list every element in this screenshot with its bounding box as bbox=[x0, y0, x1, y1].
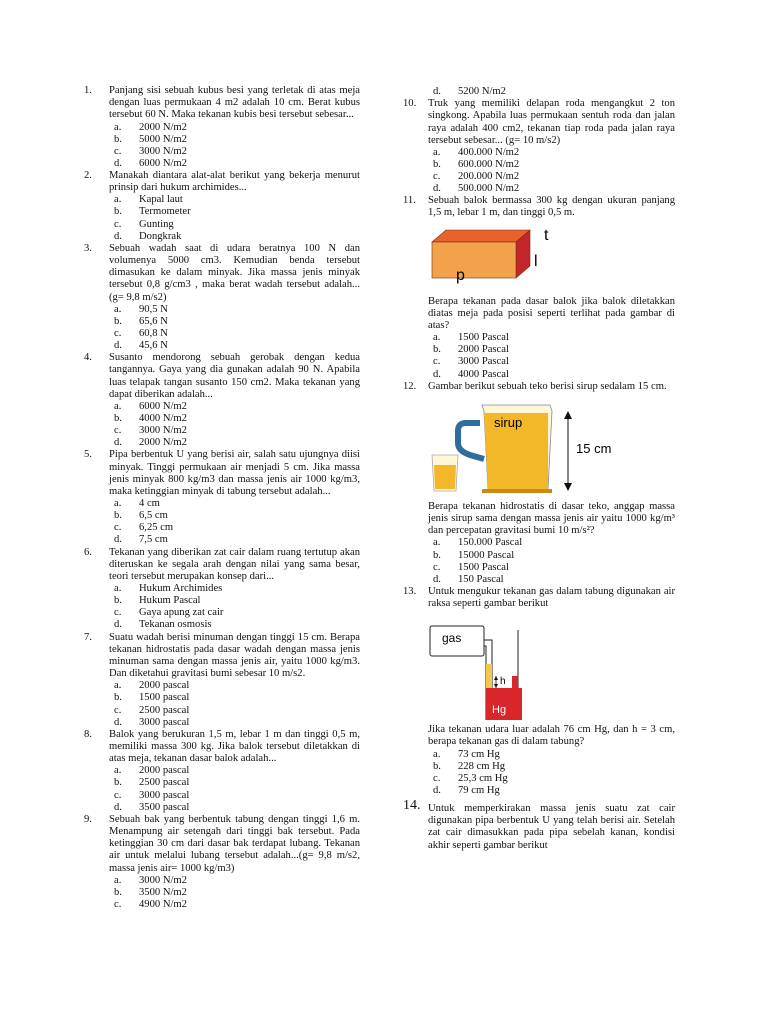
question-text: Tekanan yang diberikan zat cair dalam ruang tertutup akan diteruskan ke segala arah dengan nilai yang sama besar, teori tersebut merupakan konsep dari... bbox=[109, 546, 360, 582]
option bbox=[428, 344, 675, 356]
question bbox=[84, 814, 360, 911]
option-list bbox=[109, 583, 360, 631]
option bbox=[109, 304, 360, 316]
label-t: t bbox=[544, 226, 549, 244]
label-height: 15 cm bbox=[576, 440, 612, 456]
question-text-2: Berapa tekanan hidrostatis di dasar teko, anggap massa jenis sirup sama dengan massa jenis air yaitu 1000 kg/m³ dan percepatan gravitasi bumi 10 m/s²? bbox=[428, 500, 675, 537]
option bbox=[109, 510, 360, 522]
label-h: h bbox=[500, 676, 506, 688]
option bbox=[109, 692, 360, 704]
option-letter: b. bbox=[114, 315, 122, 327]
question-text: Balok yang berukuran 1,5 m, lebar 1 m dan tinggi 0,5 m, memiliki massa 300 kg. Jika balok tersebut diletakkan di atas meja, tekanan dasar balok adalah... bbox=[109, 728, 360, 765]
option-text: 150 Pascal bbox=[458, 573, 504, 585]
option bbox=[109, 413, 360, 425]
option bbox=[428, 773, 675, 785]
option bbox=[109, 316, 360, 328]
option-letter: c. bbox=[114, 425, 122, 437]
option bbox=[109, 899, 360, 911]
left-column bbox=[84, 85, 360, 911]
option bbox=[109, 231, 360, 243]
option-letter: d. bbox=[433, 368, 441, 380]
option-letter: a. bbox=[114, 583, 122, 595]
option-text: 6000 N/m2 bbox=[139, 400, 187, 412]
question-number: 14. bbox=[403, 798, 421, 814]
option-letter: c. bbox=[114, 704, 122, 716]
option-letter: b. bbox=[114, 133, 122, 145]
option-text: Dongkrak bbox=[139, 230, 182, 242]
option-letter: d. bbox=[433, 784, 441, 796]
option-text: 65,6 N bbox=[139, 315, 168, 327]
option bbox=[428, 332, 675, 344]
option-letter: d. bbox=[114, 534, 122, 546]
option bbox=[109, 765, 360, 777]
option-letter: a. bbox=[114, 680, 122, 692]
question bbox=[84, 85, 360, 170]
question-text: Sebuah bak yang berbentuk tabung dengan tinggi 1,6 m. Menampung air setengah dari tinggi bak tersebut. Pada ketinggian 30 cm dari dasar bak terdapat lubang. Tekanan air untuk melalui lubang tersebut adalah...(g= 9,8 m/s2, massa jenis air= 1000 kg/m3) bbox=[109, 813, 360, 874]
option bbox=[428, 356, 675, 368]
block-top-face bbox=[432, 230, 530, 242]
question bbox=[403, 798, 675, 852]
question bbox=[84, 352, 360, 449]
option-text: 1500 Pascal bbox=[458, 561, 509, 573]
question bbox=[84, 170, 360, 243]
option bbox=[109, 158, 360, 170]
option-letter: d. bbox=[114, 716, 122, 728]
option bbox=[109, 498, 360, 510]
option-text: 79 cm Hg bbox=[458, 784, 500, 796]
option-list bbox=[109, 498, 360, 546]
question-number: 2. bbox=[84, 169, 92, 181]
option bbox=[109, 522, 360, 534]
option-letter: a. bbox=[433, 332, 441, 344]
option-text: 45,6 N bbox=[139, 340, 168, 352]
option-letter: c. bbox=[433, 772, 441, 784]
question bbox=[84, 449, 360, 546]
option bbox=[109, 134, 360, 146]
option-text: Termometer bbox=[139, 206, 191, 218]
option-text: 90,5 N bbox=[139, 303, 168, 315]
option-letter: a. bbox=[114, 194, 122, 206]
option bbox=[428, 550, 675, 562]
option-text: 4000 N/m2 bbox=[139, 413, 187, 425]
option-text: 3000 pascal bbox=[139, 716, 190, 728]
option bbox=[109, 219, 360, 231]
option bbox=[109, 680, 360, 692]
option bbox=[428, 183, 675, 195]
question bbox=[84, 729, 360, 814]
option-text: 3000 N/m2 bbox=[139, 425, 187, 437]
option bbox=[109, 717, 360, 729]
option-text: 5000 N/m2 bbox=[139, 133, 187, 145]
option-letter: c. bbox=[114, 898, 122, 910]
option-text: Hukum Archimides bbox=[139, 583, 223, 595]
option-text: 4000 Pascal bbox=[458, 368, 509, 380]
option-letter: a. bbox=[114, 121, 122, 133]
option-text: 3000 N/m2 bbox=[139, 874, 187, 886]
option-letter: c. bbox=[114, 327, 122, 339]
option-list bbox=[109, 875, 360, 911]
option bbox=[109, 802, 360, 814]
option-text: 73 cm Hg bbox=[458, 748, 500, 760]
option-text: 5200 N/m2 bbox=[458, 86, 506, 97]
option-letter: b. bbox=[114, 595, 122, 607]
option-text: 3000 Pascal bbox=[458, 356, 509, 368]
option bbox=[428, 86, 675, 98]
question-text: Panjang sisi sebuah kubus besi yang terletak di atas meja dengan luas permukaan 4 m2 adalah 10 cm. Berat kubus tersebut 60 N. Maka tekanan kubis besi tersebut sebesar... bbox=[109, 85, 360, 121]
option bbox=[109, 340, 360, 352]
option-list bbox=[109, 680, 360, 728]
label-l: l bbox=[534, 252, 538, 270]
option bbox=[109, 777, 360, 789]
option-text: 228 cm Hg bbox=[458, 760, 506, 772]
question-number: 4. bbox=[84, 352, 92, 364]
question-number: 12. bbox=[403, 380, 417, 392]
option-text: 1500 Pascal bbox=[458, 332, 509, 344]
option-text: 600.000 N/m2 bbox=[458, 159, 520, 170]
option-letter: d. bbox=[114, 437, 122, 449]
option-text: 400.000 N/m2 bbox=[458, 146, 520, 158]
option-letter: b. bbox=[114, 510, 122, 522]
question-text: Sebuah balok bermassa 300 kg dengan ukuran panjang 1,5 m, lebar 1 m, dan tinggi 0,5 m. bbox=[428, 195, 675, 219]
option bbox=[109, 534, 360, 546]
option-text: Gaya apung zat cair bbox=[139, 607, 224, 619]
label-gas: gas bbox=[442, 631, 462, 646]
question bbox=[403, 586, 675, 797]
question-text: Sebuah wadah saat di udara beratnya 100 N dan volumenya 5000 cm3. Kemudian benda tersebut dimasukan ke dalam minyak. Jika massa jenis minyak tersebut 0,8 g/cm3 , maka berat wadah tersebut adalah...(g= 9,8 m/s2) bbox=[109, 242, 360, 303]
option-letter: a. bbox=[114, 498, 122, 510]
option-letter: a. bbox=[114, 765, 122, 777]
option-text: 2000 pascal bbox=[139, 765, 190, 777]
option-text: 200.000 N/m2 bbox=[458, 171, 520, 183]
option-letter: c. bbox=[114, 522, 122, 534]
label-hg: Hg bbox=[492, 704, 507, 717]
option bbox=[109, 194, 360, 206]
question-text: Untuk memperkirakan massa jenis suatu zat cair digunakan pipa berbentuk U yang telah berisi air. Setelah zat cair dimasukkan pada pipa sebelah kanan, kondisi akhir seperti gambar berikut bbox=[428, 803, 675, 851]
question-text: Truk yang memiliki delapan roda mengangkut 2 ton singkong. Apabila luas permukaan sentuh roda dan jalan raya adalah 400 cm2, tekanan tiap roda pada jalan raya tersebut sebesar... (g= 10 m/s2) bbox=[428, 98, 675, 146]
option-text: 500.000 N/m2 bbox=[458, 183, 520, 195]
option-text: 1500 pascal bbox=[139, 692, 190, 704]
option bbox=[109, 122, 360, 134]
option-letter: b. bbox=[114, 886, 122, 898]
option-text: 15000 Pascal bbox=[458, 549, 515, 561]
option-list bbox=[109, 194, 360, 242]
option-letter: b. bbox=[433, 159, 441, 170]
option-letter: a. bbox=[433, 748, 441, 760]
option bbox=[428, 562, 675, 574]
option-letter: c. bbox=[433, 561, 441, 573]
option-letter: c. bbox=[114, 607, 122, 619]
label-p: p bbox=[456, 266, 465, 284]
option bbox=[428, 537, 675, 549]
question-number: 9. bbox=[84, 813, 92, 825]
option-text: 2500 pascal bbox=[139, 704, 190, 716]
jug-base bbox=[482, 489, 552, 493]
option-letter: d. bbox=[114, 801, 122, 813]
mercury-right bbox=[512, 676, 518, 720]
option-letter: a. bbox=[114, 874, 122, 886]
option bbox=[428, 749, 675, 761]
block-figure bbox=[428, 228, 675, 290]
option bbox=[428, 159, 675, 171]
option-list bbox=[109, 122, 360, 170]
question-number: 6. bbox=[84, 546, 92, 558]
option bbox=[109, 607, 360, 619]
option-letter: c. bbox=[114, 145, 122, 157]
option bbox=[109, 619, 360, 631]
right-column bbox=[403, 86, 675, 852]
option-letter: d. bbox=[114, 230, 122, 242]
option-text: 25,3 cm Hg bbox=[458, 772, 508, 784]
option bbox=[109, 206, 360, 218]
option-list bbox=[428, 332, 675, 380]
option bbox=[109, 425, 360, 437]
option-list bbox=[428, 147, 675, 195]
option-text: 2000 N/m2 bbox=[139, 121, 187, 133]
option bbox=[109, 401, 360, 413]
option-text: Kapal laut bbox=[139, 194, 183, 206]
option-text: Hukum Pascal bbox=[139, 595, 201, 607]
option-letter: d. bbox=[433, 573, 441, 585]
option-text: 4 cm bbox=[139, 498, 160, 510]
option-letter: a. bbox=[433, 537, 441, 549]
option-letter: d. bbox=[114, 340, 122, 352]
option-text: 4900 N/m2 bbox=[139, 898, 187, 910]
block-front-face bbox=[432, 242, 516, 278]
option-text: Tekanan osmosis bbox=[139, 619, 212, 631]
option-text: 2500 pascal bbox=[139, 777, 190, 789]
option-list bbox=[109, 304, 360, 352]
option-letter: b. bbox=[433, 549, 441, 561]
option-letter: d. bbox=[433, 183, 441, 195]
option-letter: b. bbox=[433, 344, 441, 356]
option-text: 2000 Pascal bbox=[458, 344, 509, 356]
option-letter: b. bbox=[114, 206, 122, 218]
option-text: 3000 pascal bbox=[139, 789, 190, 801]
option bbox=[428, 147, 675, 159]
option-letter: c. bbox=[433, 356, 441, 368]
option-text: 6,25 cm bbox=[139, 522, 174, 534]
option-text: 60,8 N bbox=[139, 327, 168, 339]
option bbox=[428, 761, 675, 773]
question-number: 11. bbox=[403, 195, 416, 207]
option-text: Gunting bbox=[139, 218, 174, 230]
option-letter: d. bbox=[433, 86, 441, 97]
glass-liquid bbox=[434, 465, 456, 489]
option-text: 6,5 cm bbox=[139, 510, 168, 522]
jug-handle bbox=[458, 423, 484, 459]
question-number: 13. bbox=[403, 585, 417, 597]
option-letter: a. bbox=[114, 303, 122, 315]
option bbox=[109, 595, 360, 607]
question-text: Suatu wadah berisi minuman dengan tinggi 15 cm. Berapa tekanan hidrostatis pada dasar wadah dengan massa jenis minuman sama dengan massa jenis air, yaitu 1000 kg/m3. Dan diketahui gravitasi bumi sebesar 10 m/s2. bbox=[109, 631, 360, 680]
question bbox=[84, 547, 360, 632]
option-list bbox=[109, 765, 360, 813]
question-continuation bbox=[403, 86, 675, 98]
question-number: 7. bbox=[84, 631, 92, 643]
option bbox=[428, 785, 675, 797]
option-text: 3000 N/m2 bbox=[139, 145, 187, 157]
question-text: Manakah diantara alat-alat berikut yang bekerja menurut prinsip dari hukum archimides... bbox=[109, 169, 360, 194]
question-number: 1. bbox=[84, 85, 92, 96]
option-text: 6000 N/m2 bbox=[139, 157, 187, 169]
option-letter: b. bbox=[114, 413, 122, 425]
option-list bbox=[109, 401, 360, 449]
option-letter: d. bbox=[114, 619, 122, 631]
question-number: 5. bbox=[84, 449, 92, 461]
option-letter: b. bbox=[114, 777, 122, 789]
option bbox=[109, 146, 360, 158]
option-letter: b. bbox=[433, 760, 441, 772]
manometer-figure bbox=[428, 624, 675, 720]
question bbox=[84, 632, 360, 729]
block-figure-svg bbox=[428, 228, 548, 290]
question bbox=[403, 195, 675, 380]
option-list bbox=[428, 749, 675, 797]
question-text: Pipa berbentuk U yang berisi air, salah satu ujungnya diisi minyak. Tinggi permukaan air menjadi 5 cm. Jika massa jenis minyak 800 kg/m3 dan massa jenis air 1000 kg/m3, maka ketinggian minyak di tabung tersebut adalah... bbox=[109, 449, 360, 497]
question-number: 10. bbox=[403, 98, 417, 110]
question bbox=[403, 381, 675, 586]
option bbox=[428, 171, 675, 183]
option-letter: c. bbox=[433, 171, 441, 183]
option-letter: c. bbox=[114, 218, 122, 230]
option bbox=[109, 887, 360, 899]
option-text: 7,5 cm bbox=[139, 534, 168, 546]
option bbox=[428, 369, 675, 381]
tube-inner bbox=[484, 646, 486, 720]
option bbox=[109, 328, 360, 340]
option-letter: c. bbox=[114, 789, 122, 801]
jug-figure bbox=[428, 399, 675, 495]
option bbox=[428, 574, 675, 586]
question-number: 3. bbox=[84, 242, 92, 254]
option-letter: d. bbox=[114, 157, 122, 169]
question-text: Gambar berikut sebuah teko berisi sirup sedalam 15 cm. bbox=[428, 380, 667, 392]
option-letter: b. bbox=[114, 692, 122, 704]
question-text-2: Berapa tekanan pada dasar balok jika balok diletakkan diatas meja pada posisi seperti terlihat pada gambar di atas? bbox=[428, 295, 675, 332]
option bbox=[109, 583, 360, 595]
question-text: Susanto mendorong sebuah gerobak dengan kedua tangannya. Gaya yang dia gunakan adalah 90 N. Apabila luas telapak tangan susanto 150 cm2. Maka tekanan yang dapat diberikan adalah... bbox=[109, 352, 360, 400]
option bbox=[109, 790, 360, 802]
option-list bbox=[428, 537, 675, 585]
option-text: 3500 pascal bbox=[139, 801, 190, 813]
option-text: 3500 N/m2 bbox=[139, 886, 187, 898]
question-number: 8. bbox=[84, 728, 92, 740]
option-text: 2000 pascal bbox=[139, 680, 190, 692]
label-sirup: sirup bbox=[494, 414, 523, 430]
option bbox=[109, 875, 360, 887]
option-letter: a. bbox=[114, 400, 122, 412]
option bbox=[109, 437, 360, 449]
option-text: 150.000 Pascal bbox=[458, 537, 523, 549]
question bbox=[84, 243, 360, 352]
question bbox=[403, 98, 675, 195]
option bbox=[109, 705, 360, 717]
question-text-2: Jika tekanan udara luar adalah 76 cm Hg, dan h = 3 cm, berapa tekanan gas di dalam tabung? bbox=[428, 724, 675, 748]
question-text: Untuk mengukur tekanan gas dalam tabung digunakan air raksa seperti gambar berikut bbox=[428, 585, 675, 610]
option-letter: a. bbox=[433, 146, 441, 158]
option-text: 2000 N/m2 bbox=[139, 437, 187, 449]
